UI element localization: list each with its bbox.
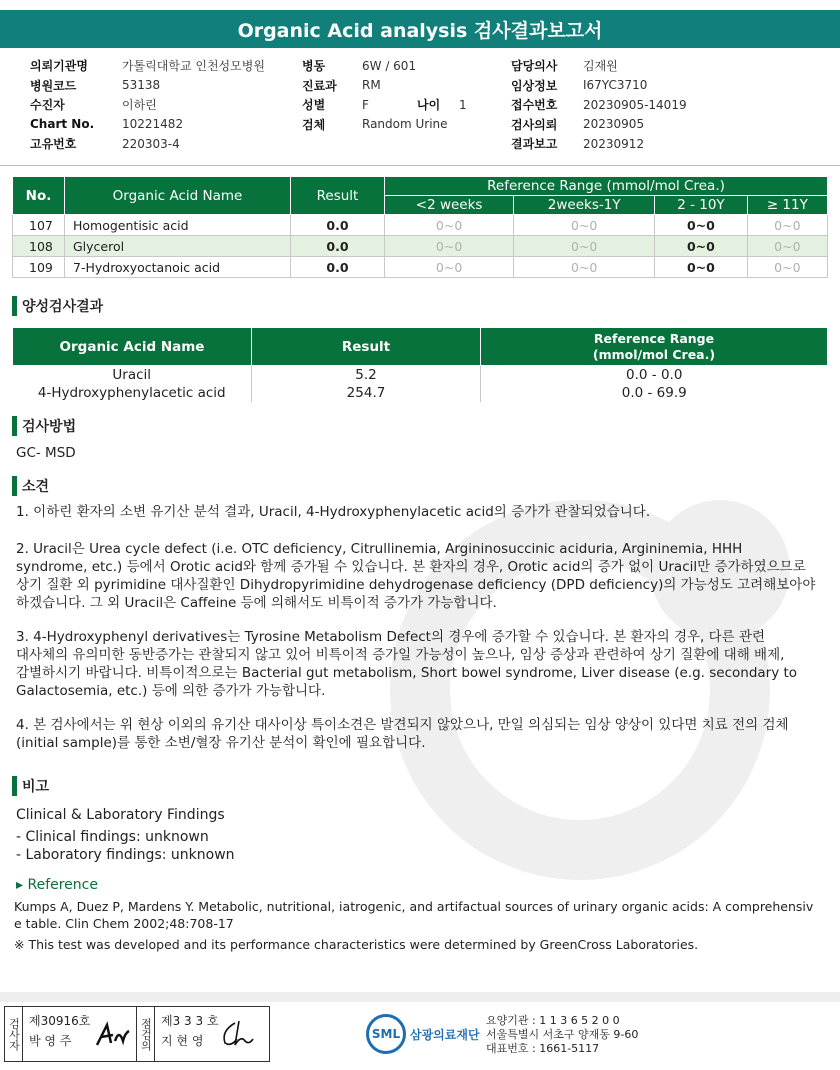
finding-line: 하겠습니다. 그 외 Uracil은 Caffeine 등에 의해서도 비특이적 증가가 가능합니다. (16, 595, 497, 611)
finding-line: 감별하시기 바랍니다. 비특이적으로는 Bacterial gut metabolism, Short bowel syndrome, Liver disease (e.g. secondary to (16, 665, 798, 681)
company-line: 요양기관 : 1 1 3 6 5 2 0 0 (486, 1014, 620, 1027)
section-bar (12, 476, 17, 496)
positive-results-table (12, 327, 828, 402)
remarks-line: - Clinical findings: unknown (16, 829, 209, 845)
info-value: 20230912 (583, 136, 645, 151)
row-ref: 0~0 (514, 257, 655, 278)
reviewer-name: 지 현 영 (161, 1034, 204, 1048)
info-value: 20230905 (583, 117, 645, 132)
company-line: 서울특별시 서초구 양재동 9-60 (486, 1028, 639, 1041)
signature-icon (217, 1017, 257, 1051)
company-info (486, 1014, 638, 1056)
row-ref: 0~0 (385, 236, 514, 257)
info-value: 10221482 (122, 117, 184, 132)
row-name: Uracil (112, 366, 152, 383)
method-text: GC- MSD (16, 445, 76, 461)
row-ref: 0~0 (655, 257, 748, 278)
company-logo (366, 1014, 480, 1054)
section-title: 소견 (22, 479, 50, 495)
company-line: 대표번호 : 1661-5117 (486, 1042, 600, 1055)
remarks-title: Clinical & Laboratory Findings (16, 807, 225, 823)
info-value: 이하린 (122, 98, 157, 113)
reviewer-label: 점검의 (137, 1007, 155, 1061)
age-label: 나이 (417, 98, 441, 113)
finding-line: Galactosemia, etc.) 등에 의한 증가가 가능합니다. (16, 683, 326, 699)
signature-box (4, 1006, 270, 1062)
row-result: 254.7 (252, 384, 481, 402)
finding-line: (initial sample)를 통한 소변/혈장 유기산 분석이 확인에 필요합니다. (16, 735, 426, 751)
inspector-label: 검사자 (5, 1007, 23, 1061)
info-label: 병원코드 (30, 78, 77, 93)
section-bar (12, 776, 17, 796)
row-ref: 0~0 (385, 215, 514, 236)
info-label: 검사의뢰 (511, 117, 558, 132)
row-result: 0.0 (291, 215, 385, 236)
col-header-name: Organic Acid Name (65, 177, 291, 215)
row-no: 107 (13, 215, 65, 236)
finding-line: 3. 4-Hydroxyphenyl derivatives는 Tyrosine Metabolism Defect의 경우에 증가할 수 있습니다. 본 환자의 경우, 다른 관련 (16, 629, 766, 645)
info-label: 접수번호 (511, 98, 558, 113)
info-value: 220303-4 (122, 136, 180, 151)
col-header-ref-age: 2weeks-1Y (514, 196, 655, 215)
row-result: 0.0 (291, 236, 385, 257)
col-header-ref-age: ≥ 11Y (747, 196, 827, 215)
row-ref: 0~0 (747, 236, 827, 257)
section-positive-heading (12, 296, 103, 316)
company-name: 삼광의료재단 (410, 1027, 480, 1042)
info-value: F (362, 97, 369, 112)
col-header-name: Organic Acid Name (13, 328, 252, 366)
inspector-id: 제30916호 (29, 1014, 91, 1028)
section-title: 양성검사결과 (22, 299, 104, 315)
row-ref: 0~0 (747, 257, 827, 278)
signature-icon (93, 1021, 133, 1051)
col-header-no: No. (13, 177, 65, 215)
col-header-ref-age: 2 - 10Y (655, 196, 748, 215)
remarks-line: - Laboratory findings: unknown (16, 847, 235, 863)
section-findings-heading (12, 476, 49, 496)
row-no: 109 (13, 257, 65, 278)
row-ref: 0~0 (385, 257, 514, 278)
col-header-reference: Reference Range (mmol/mol Crea.) (481, 328, 828, 366)
info-value: RM (362, 78, 381, 93)
row-result: 5.2 (252, 366, 481, 384)
info-label: Chart No. (30, 117, 95, 132)
finding-line: 대사체의 유의미한 동반증가는 관찰되지 않고 있어 비특이적 증가일 가능성이 높으나, 임상 증상과 관련하여 상기 질환에 대해 배제, (16, 647, 785, 663)
info-label: 의뢰기관명 (30, 59, 88, 74)
col-header-reference: Reference Range (mmol/mol Crea.) (385, 177, 828, 196)
table-row (13, 215, 828, 236)
report-title: Organic Acid analysis 검사결과보고서 (0, 10, 840, 48)
info-label: 임상정보 (511, 78, 558, 93)
row-no: 108 (13, 236, 65, 257)
info-value: 김재원 (583, 59, 618, 74)
row-ref: 0~0 (655, 236, 748, 257)
info-value: Random Urine (362, 117, 448, 132)
footer-band (0, 992, 840, 1002)
row-ref: 0.0 - 0.0 (481, 366, 828, 384)
section-method-heading (12, 416, 76, 436)
reference-heading: ▸ Reference (16, 877, 98, 893)
col-header-ref-age: <2 weeks (385, 196, 514, 215)
info-value: 가톨릭대학교 인천성모병원 (122, 59, 265, 74)
info-value: I67YC3710 (583, 78, 648, 93)
col-header-result: Result (291, 177, 385, 215)
row-name: Homogentisic acid (65, 215, 291, 236)
info-label: 성별 (302, 98, 326, 113)
table-row (13, 236, 828, 257)
col-header-result: Result (252, 328, 481, 366)
section-title: 비고 (22, 779, 50, 795)
section-remarks-heading (12, 776, 49, 796)
finding-paragraph-1: 1. 이하린 환자의 소변 유기산 분석 결과, Uracil, 4-Hydroxyphenylacetic acid의 증가가 관찰되었습니다. (16, 504, 651, 520)
finding-line: 2. Uracil은 Urea cycle defect (i.e. OTC deficiency, Citrullinemia, Argininosuccinic aciduria, Argininemia, HHH (16, 541, 743, 557)
row-name: 4-Hydroxyphenylacetic acid (37, 384, 226, 401)
info-label: 고유번호 (30, 137, 77, 152)
table-row (13, 257, 828, 278)
row-result: 0.0 (291, 257, 385, 278)
results-table (12, 176, 828, 278)
row-ref: 0~0 (655, 215, 748, 236)
info-label: 검체 (302, 117, 326, 132)
info-label: 병동 (302, 59, 326, 74)
reference-note: ※ This test was developed and its performance characteristics were determined by GreenCross Laboratories. (14, 937, 699, 952)
finding-line: 4. 본 검사에서는 위 현상 이외의 유기산 대사이상 특이소견은 발견되지 않았으나, 만일 의심되는 임상 양상이 있다면 치료 전의 검체 (16, 717, 789, 733)
row-ref: 0.0 - 69.9 (481, 384, 828, 402)
section-bar (12, 296, 17, 316)
row-ref: 0~0 (514, 236, 655, 257)
patient-info (0, 56, 840, 166)
info-value: 20230905-14019 (583, 97, 687, 112)
row-name: Glycerol (65, 236, 291, 257)
table-row (13, 384, 828, 402)
info-label: 결과보고 (511, 137, 558, 152)
finding-line: 상기 질환 외 pyrimidine 대사질환인 Dihydropyrimidine dehydrogenase deficiency (DPD deficiency)의 가능성도 고려해보아야 (16, 577, 816, 593)
reference-line: e table. Clin Chem 2002;48:708-17 (14, 916, 234, 931)
section-title: 검사방법 (22, 419, 77, 435)
info-label: 수진자 (30, 98, 65, 113)
info-value: 6W / 601 (362, 58, 417, 73)
section-bar (12, 416, 17, 436)
reviewer-cell (155, 1007, 269, 1061)
row-ref: 0~0 (747, 215, 827, 236)
finding-line: syndrome, etc.) 등에서 Orotic acid와 함께 증가될 수 있습니다. 본 환자의 경우, Orotic acid의 증가 없이 Uracil만 증가하였으므로 (16, 559, 806, 575)
inspector-cell (23, 1007, 137, 1061)
table-row (13, 366, 828, 384)
sml-logo-icon: SML (366, 1014, 406, 1054)
info-label: 담당의사 (511, 59, 558, 74)
row-name: 7-Hydroxyoctanoic acid (65, 257, 291, 278)
reviewer-id: 제3 3 3 호 (161, 1014, 219, 1028)
age-value: 1 (459, 97, 467, 112)
row-ref: 0~0 (514, 215, 655, 236)
info-label: 진료과 (302, 78, 337, 93)
inspector-name: 박 영 주 (29, 1034, 72, 1048)
reference-line: Kumps A, Duez P, Mardens Y. Metabolic, nutritional, iatrogenic, and artifactual sources of urinary organic acids: A comprehensiv (14, 899, 814, 914)
info-value: 53138 (122, 78, 161, 93)
